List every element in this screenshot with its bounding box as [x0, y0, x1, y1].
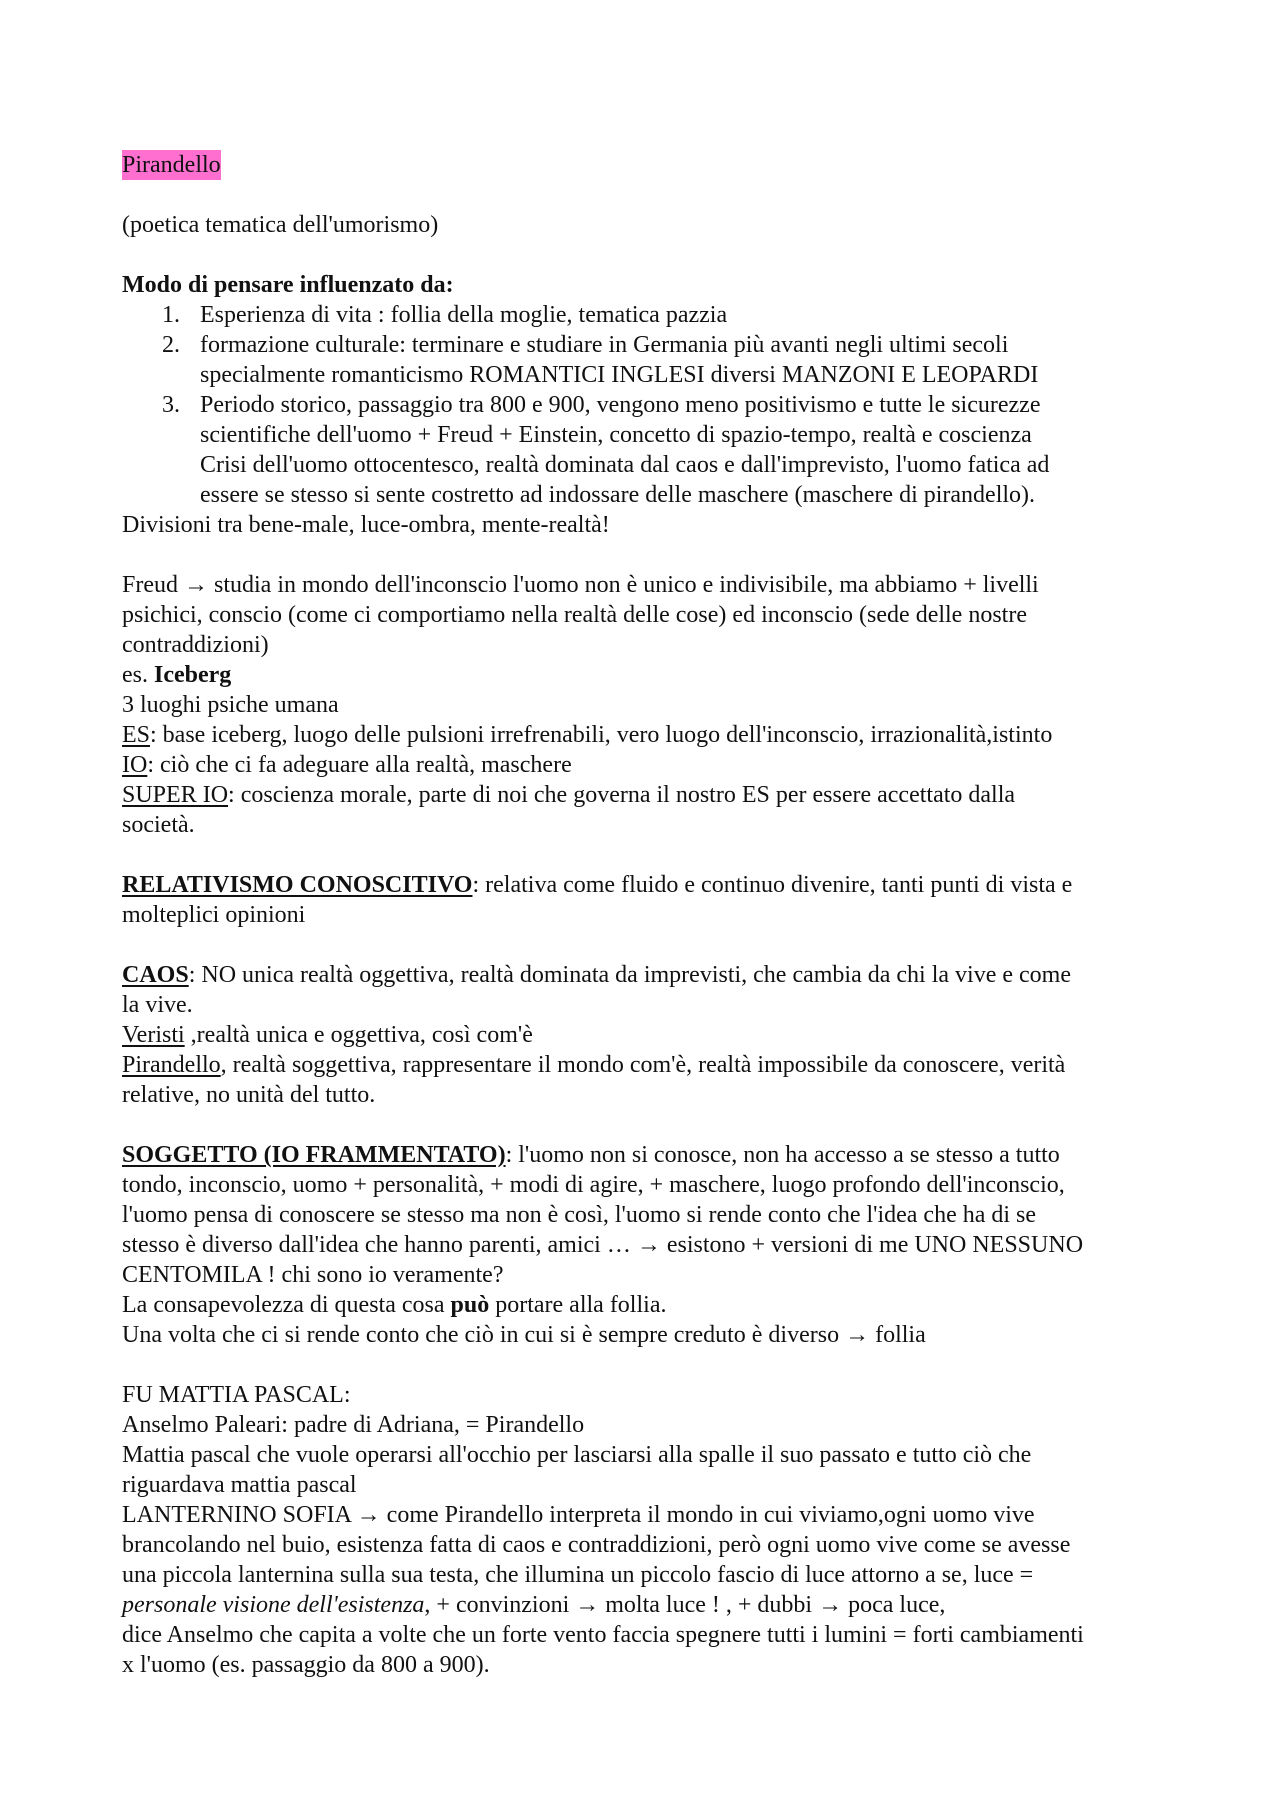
list-line: Crisi dell'uomo ottocentesco, realtà dominata dal caos e dall'imprevisto, l'uomo fatica ad	[200, 452, 1050, 478]
iceberg-bold: Iceberg	[154, 662, 232, 688]
relativismo-text: : relativa come fluido e continuo divenire, tanti punti di vista e	[472, 872, 1073, 898]
superio-text: : coscienza morale, parte di noi che governa il nostro ES per essere accettato dalla	[228, 782, 1016, 808]
veristi-line	[122, 1020, 1182, 1050]
es-text: : base iceberg, luogo delle pulsioni irrefrenabili, vero luogo dell'inconscio, irrazionalità,istinto	[150, 722, 1053, 748]
superio-label: SUPER IO	[122, 782, 229, 808]
title-highlight: Pirandello	[122, 152, 221, 178]
follia-line: Una volta che ci si rende conto che ciò in cui si è sempre creduto è diverso → follia	[122, 1322, 926, 1348]
relativismo-line-2: molteplici opinioni	[122, 902, 306, 928]
consapevolezza-text: La consapevolezza di questa cosa	[122, 1292, 451, 1318]
veristi-text: ,realtà unica e oggettiva, così com'è	[184, 1022, 533, 1048]
document-page	[122, 150, 1182, 1680]
subtitle: (poetica tematica dell'umorismo)	[122, 212, 439, 238]
pirandello-label: Pirandello	[122, 1052, 221, 1078]
iceberg-line	[122, 660, 1182, 690]
divisions-line: Divisioni tra bene-male, luce-ombra, mente-realtà!	[122, 512, 610, 538]
list-line: formazione culturale: terminare e studiare in Germania più avanti negli ultimi secoli	[200, 332, 1009, 358]
soggetto-body-line: stesso è diverso dall'idea che hanno parenti, amici … → esistono + versioni di me UNO NESSUNO	[122, 1232, 1084, 1258]
superio-line	[122, 780, 1182, 810]
caos-text: : NO unica realtà oggettiva, realtà dominata da imprevisti, che cambia da chi la vive e come	[188, 962, 1071, 988]
list-item	[122, 330, 1182, 390]
list-line: Periodo storico, passaggio tra 800 e 900, vengono meno positivismo e tutte le sicurezze	[200, 392, 1041, 418]
io-text: : ciò che ci fa adeguare alla realtà, maschere	[147, 752, 572, 778]
mattia-line: Anselmo Paleari: padre di Adriana, = Pirandello	[122, 1412, 585, 1438]
soggetto-line	[122, 1140, 1182, 1170]
list-number: 3.	[162, 392, 180, 418]
relativismo-line	[122, 870, 1182, 900]
soggetto-body-line: l'uomo pensa di conoscere se stesso ma non è così, l'uomo si rende conto che l'idea che ha di se	[122, 1202, 1037, 1228]
mattia-final-line: dice Anselmo che capita a volte che un forte vento faccia spegnere tutti i lumini = forti cambiamenti	[122, 1622, 1084, 1648]
soggetto-body-line: tondo, inconscio, uomo + personalità, + modi di agire, + maschere, luogo profondo dell'inconscio,	[122, 1172, 1065, 1198]
mattia-line: brancolando nel buio, esistenza fatta di caos e contraddizioni, però ogni uomo vive come se avesse	[122, 1532, 1071, 1558]
consapevolezza-text-end: portare alla follia.	[489, 1292, 667, 1318]
mattia-line: LANTERNINO SOFIA → come Pirandello interpreta il mondo in cui viviamo,ogni uomo vive	[122, 1502, 1035, 1528]
caos-line	[122, 960, 1182, 990]
list-line: specialmente romanticismo ROMANTICI INGLESI diversi MANZONI E LEOPARDI	[200, 362, 1039, 388]
io-label: IO	[122, 752, 148, 778]
mattia-italic-line	[122, 1590, 1182, 1620]
es-line	[122, 720, 1182, 750]
freud-line: Freud → studia in mondo dell'inconscio l'uomo non è unico e indivisibile, ma abbiamo + livelli	[122, 572, 1039, 598]
influences-heading: Modo di pensare influenzato da:	[122, 272, 454, 298]
mattia-line: una piccola lanternina sulla sua testa, che illumina un piccolo fascio di luce attorno a se, luce =	[122, 1562, 1034, 1588]
list-item	[122, 390, 1182, 510]
relativismo-label: RELATIVISMO CONOSCITIVO	[122, 872, 473, 898]
veristi-label: Veristi	[122, 1022, 185, 1048]
mattia-line: Mattia pascal che vuole operarsi all'occhio per lasciarsi alla spalle il suo passato e tutto ciò che	[122, 1442, 1032, 1468]
consapevolezza-bold: può	[450, 1292, 490, 1318]
italic-text: personale visione dell'esistenza	[122, 1592, 425, 1618]
caos-line-2: la vive.	[122, 992, 193, 1018]
after-italic-text: , + convinzioni → molta luce ! , + dubbi → poca luce,	[424, 1592, 946, 1618]
pirandello-line-2: relative, no unità del tutto.	[122, 1082, 376, 1108]
consapevolezza-line	[122, 1290, 1182, 1320]
pirandello-line	[122, 1050, 1182, 1080]
superio-line-2: società.	[122, 812, 195, 838]
io-line	[122, 750, 1182, 780]
soggetto-text: : l'uomo non si conosce, non ha accesso a se stesso a tutto	[505, 1142, 1060, 1168]
list-line: scientifiche dell'uomo + Freud + Einstein, concetto di spazio-tempo, realtà e coscienza	[200, 422, 1032, 448]
es-label: ES	[122, 722, 151, 748]
freud-line: contraddizioni)	[122, 632, 269, 658]
mattia-line: riguardava mattia pascal	[122, 1472, 357, 1498]
list-number: 2.	[162, 332, 180, 358]
influences-list	[122, 300, 1182, 510]
mattia-final-line: x l'uomo (es. passaggio da 800 a 900).	[122, 1652, 490, 1678]
freud-line: psichici, conscio (come ci comportiamo nella realtà delle cose) ed inconscio (sede delle nostre	[122, 602, 1027, 628]
list-item	[122, 300, 1182, 330]
soggetto-label: SOGGETTO (IO FRAMMENTATO)	[122, 1142, 506, 1168]
luoghi-line: 3 luoghi psiche umana	[122, 692, 339, 718]
document-title	[122, 150, 1182, 180]
pirandello-text: , realtà soggettiva, rappresentare il mondo com'è, realtà impossibile da conoscere, verità	[220, 1052, 1066, 1078]
iceberg-prefix: es.	[122, 662, 154, 688]
mattia-heading: FU MATTIA PASCAL:	[122, 1382, 351, 1408]
caos-label: CAOS	[122, 962, 189, 988]
soggetto-body-line: CENTOMILA ! chi sono io veramente?	[122, 1262, 504, 1288]
list-number: 1.	[162, 302, 180, 328]
list-line: essere se stesso si sente costretto ad indossare delle maschere (maschere di pirandello).	[200, 482, 1036, 508]
list-line: Esperienza di vita : follia della moglie, tematica pazzia	[200, 302, 728, 328]
